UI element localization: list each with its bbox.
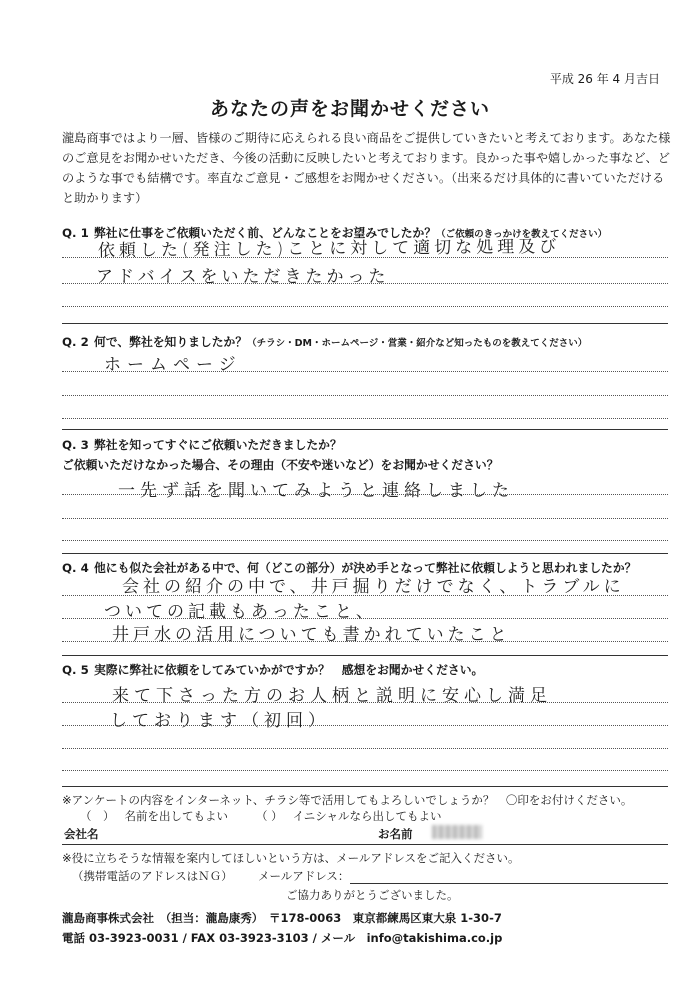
answer-line: 来て下さった方のお人柄と説明に安心し満足 [112,686,552,706]
answer-line: ついての記載もあったこと、 [104,602,377,622]
mail-address-line[interactable] [350,883,668,884]
question-number: Q. 2 [62,335,89,349]
writing-line [62,395,668,396]
question-note: （ご依頼のきっかけを教えてください） [436,229,608,240]
divider [62,655,668,656]
writing-line [62,748,668,749]
writing-line [62,725,668,726]
writing-line [62,418,668,419]
question-3 [62,436,672,453]
question-2 [62,333,672,350]
writing-line [62,283,668,284]
thanks-text: ご協力ありがとうございました。 [286,888,459,902]
question-text: 何で、弊社を知りましたか？ [94,335,248,349]
mobile-note: （携帯電話のアドレスはＮＧ） [72,869,233,883]
question-text: 弊社に仕事をご依頼いただく前、どんなことをお望みでしたか？ [94,226,437,240]
question-text: 他にも似た会社がある中で、何（どこの部分）が決め手となって弊社に依頼しようと思われましたか？ [94,561,637,575]
consent-option-name[interactable] [80,808,228,824]
date: 平成 26 年 4 月吉日 [549,72,660,86]
writing-line [62,494,668,495]
consent-checkbox-name[interactable]: （ ） [80,809,115,823]
answer-line: 一先ず話を聞いてみようと連絡しました [118,481,514,501]
consent-option-initial[interactable] [256,808,441,824]
writing-line [62,518,668,519]
company-label: 会社名 [64,827,99,841]
writing-line [62,595,668,596]
writing-line [62,306,668,307]
redacted-name [432,825,482,839]
mail-note: ※役に立ちそうな情報を案内してほしいという方は、メールアドレスをご記入ください。 [62,851,520,865]
consent-option-label: イニシャルなら出してもよい [292,809,442,823]
writing-line [62,641,668,642]
question-note: （チラシ・DM・ホームページ・営業・紹介など知ったものを教えてください） [247,338,588,349]
page-title: あなたの声をお聞かせください [209,98,490,120]
writing-line [62,702,668,703]
consent-question: ※アンケートの内容をインターネット、チラシ等で活用してもよろしいでしょうか？ 〇印をお付けください。 [62,793,633,807]
question-5 [62,661,672,678]
mail-address-label: メールアドレス： [258,869,350,883]
writing-line [62,540,668,541]
writing-line [62,257,668,258]
question-text: 実際に弊社に依頼をしてみていかがですか？ 感想をお聞かせください。 [94,663,484,677]
answer-line: しております（初回） [110,711,330,731]
intro-text: 瀧島商事ではより一層、皆様のご期待に応えられる良い商品をご提供していきたいと考えております。あなた様のご意見をお聞かせいただき、今後の活動に反映したいと考えております。良かった事や嬉しかった事など、どのような事でも結構です。率直なご意見・ご感想をお聞かせください。（出来るだけ具体的に書いていただけると助かります） [62,131,671,205]
question-number: Q. 1 [62,226,89,240]
writing-line [62,371,668,372]
name-label: お名前 [378,827,413,841]
question-number: Q. 4 [62,561,89,575]
answer-line: 井戸水の活用についても書かれていたこと [112,625,511,645]
answer-line: アドバイスをいただきたかった [96,267,390,287]
answer-line: 会社の紹介の中で、井戸掘りだけでなく、トラブルに [122,577,625,597]
writing-line [62,770,668,771]
divider [62,553,668,554]
question-number: Q. 5 [62,663,89,677]
consent-checkbox-initial[interactable]: （ ） [256,809,283,823]
question-subtext: ご依頼いただけなかった場合、その理由（不安や迷いなど）をお聞かせください？ [62,458,499,472]
question-number: Q. 3 [62,438,89,452]
writing-line [62,618,668,619]
company-info: 瀧島商事株式会社 （担当：瀧島康秀） 〒178-0063 東京都練馬区東大泉 1-30-7 [62,911,502,925]
question-text: 弊社を知ってすぐにご依頼いただきましたか？ [94,438,342,452]
divider [62,323,668,324]
contact-info: 電話 03-3923-0031 / FAX 03-3923-3103 / メール info@takishima.co.jp [62,931,503,945]
answer-line: 依頼した(発注した)ことに対して適切な処理及び [97,236,561,261]
answer-line: ホームページ [104,355,242,375]
divider [62,429,668,430]
divider [62,786,668,787]
consent-option-label: 名前を出してもよい [124,809,228,823]
divider [62,844,668,845]
